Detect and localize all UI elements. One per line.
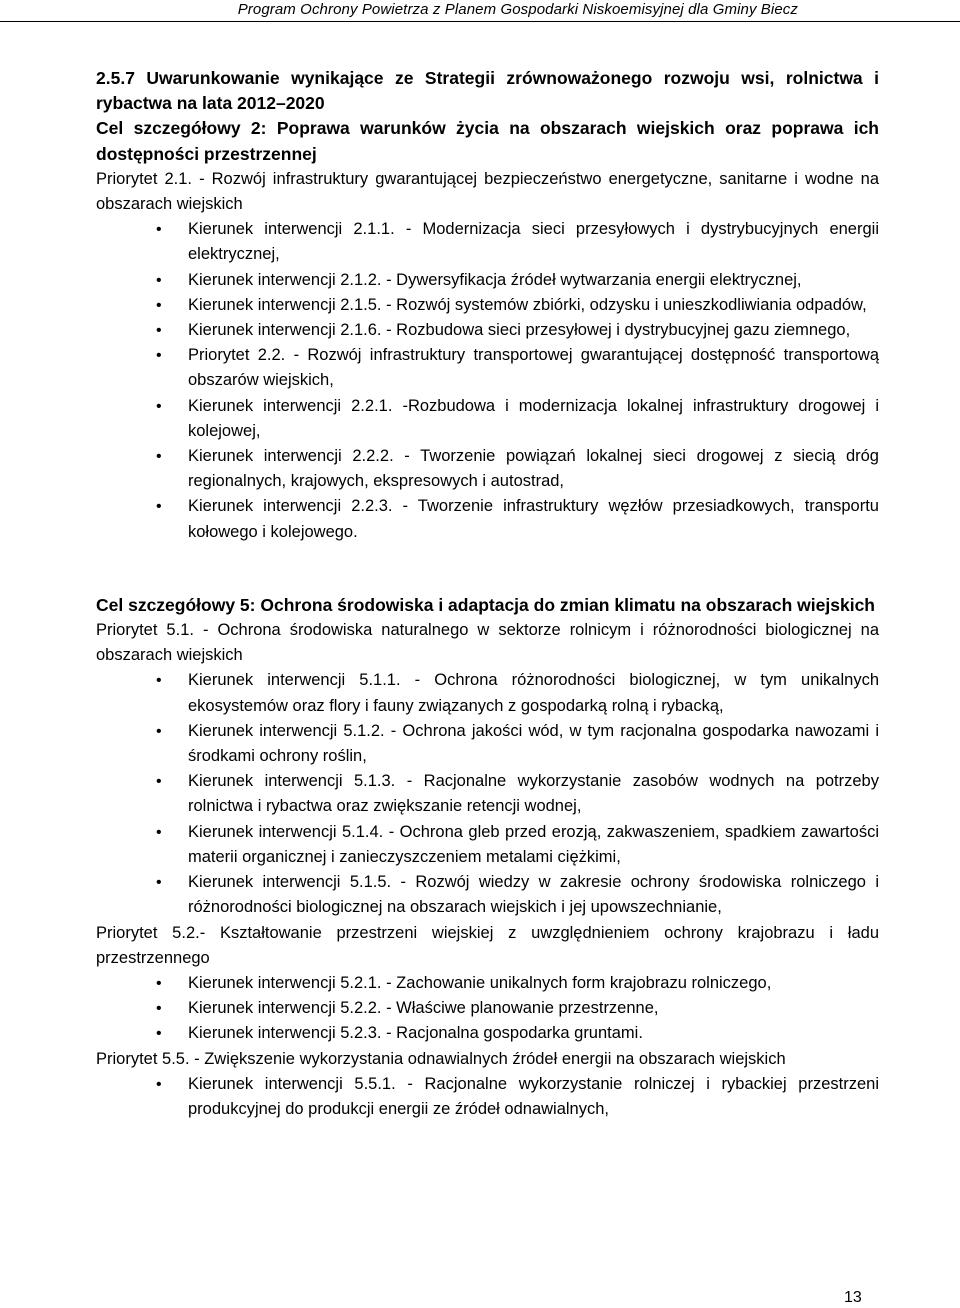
goal-5-heading: Cel szczegółowy 5: Ochrona środowiska i adaptacja do zmian klimatu na obszarach wiejskich bbox=[96, 594, 875, 615]
list-item: • Kierunek interwencji 2.1.6. - Rozbudowa sieci przesyłowej i dystrybucyjnej gazu ziemnego, bbox=[96, 318, 879, 343]
priority-2-1: Priorytet 2.1. - Rozwój infrastruktury gwarantującej bezpieczeństwo energetyczne, sanitarne i wodne na obszarach wiejskich bbox=[96, 169, 879, 214]
goal-2-heading: Cel szczegółowy 2: Poprawa warunków życia na obszarach wiejskich oraz poprawa ich dostępności przestrzennej bbox=[96, 118, 879, 164]
section-spacer bbox=[96, 545, 879, 593]
priority-5-5-list bbox=[96, 1072, 879, 1122]
goal-2-list bbox=[96, 217, 879, 545]
list-item: • Kierunek interwencji 2.1.2. - Dywersyfikacja źródeł wytwarzania energii elektrycznej, bbox=[96, 268, 879, 293]
list-item: • Kierunek interwencji 2.2.1. -Rozbudowa i modernizacja lokalnej infrastruktury drogowej i kolejowej, bbox=[96, 394, 879, 444]
priority-5-1-list bbox=[96, 668, 879, 920]
priority-5-2: Priorytet 5.2.- Kształtowanie przestrzeni wiejskiej z uwzględnieniem ochrony krajobrazu i ładu przestrzennego bbox=[96, 923, 879, 967]
list-item: • Kierunek interwencji 2.1.1. - Modernizacja sieci przesyłowych i dystrybucyjnych energii elektrycznej, bbox=[96, 217, 879, 267]
list-item: • Kierunek interwencji 2.2.2. - Tworzenie powiązań lokalnej sieci drogowej z siecią dróg regionalnych, krajowych, ekspresowych i autostrad, bbox=[96, 444, 879, 494]
page-content bbox=[96, 66, 879, 1122]
list-item: • Kierunek interwencji 5.2.1. - Zachowanie unikalnych form krajobrazu rolniczego, bbox=[96, 971, 879, 996]
page-number: 13 bbox=[844, 1289, 862, 1306]
list-item: • Kierunek interwencji 5.5.1. - Racjonalne wykorzystanie rolniczej i rybackiej przestrzeni produkcyjnej do produkcji energii ze źródeł odnawialnych, bbox=[96, 1072, 879, 1122]
list-item: • Kierunek interwencji 2.1.5. - Rozwój systemów zbiórki, odzysku i unieszkodliwiania odpadów, bbox=[96, 293, 879, 318]
list-item: • Kierunek interwencji 2.2.3. - Tworzenie infrastruktury węzłów przesiadkowych, transportu kołowego i kolejowego. bbox=[96, 494, 879, 544]
list-item: • Kierunek interwencji 5.1.5. - Rozwój wiedzy w zakresie ochrony środowiska rolniczego i różnorodności biologicznej na obszarach wiejskich i jej upowszechnianie, bbox=[96, 870, 879, 920]
priority-5-2-list bbox=[96, 971, 879, 1047]
list-item: • Kierunek interwencji 5.1.4. - Ochrona gleb przed erozją, zakwaszeniem, spadkiem zawartości materii organicznej i zanieczyszczeniem metalami ciężkimi, bbox=[96, 820, 879, 870]
list-item: • Kierunek interwencji 5.2.3. - Racjonalna gospodarka gruntami. bbox=[96, 1021, 879, 1046]
list-item: • Kierunek interwencji 5.1.3. - Racjonalne wykorzystanie zasobów wodnych na potrzeby rolnictwa i rybactwa oraz zwiększanie retencji wodnej, bbox=[96, 769, 879, 819]
priority-5-1: Priorytet 5.1. - Ochrona środowiska naturalnego w sektorze rolnicym i różnorodności biologicznej na obszarach wiejskich bbox=[96, 621, 879, 665]
list-item: • Kierunek interwencji 5.2.2. - Właściwe planowanie przestrzenne, bbox=[96, 996, 879, 1021]
section-heading: 2.5.7 Uwarunkowanie wynikające ze Strategii zrównoważonego rozwoju wsi, rolnictwa i rybactwa na lata 2012–2020 bbox=[96, 68, 879, 114]
running-header: Program Ochrony Powietrza z Planem Gospodarki Niskoemisyjnej dla Gminy Biecz bbox=[0, 0, 960, 22]
list-item: • Kierunek interwencji 5.1.1. - Ochrona różnorodności biologicznej, w tym unikalnych ekosystemów oraz flory i fauny związanych z gospodarką rolną i rybacką, bbox=[96, 668, 879, 718]
list-item: • Kierunek interwencji 5.1.2. - Ochrona jakości wód, w tym racjonalna gospodarka nawozami i środkami ochrony roślin, bbox=[96, 719, 879, 769]
list-item: • Priorytet 2.2. - Rozwój infrastruktury transportowej gwarantującej dostępność transportową obszarów wiejskich, bbox=[96, 343, 879, 393]
priority-5-5: Priorytet 5.5. - Zwiększenie wykorzystania odnawialnych źródeł energii na obszarach wiejskich bbox=[96, 1049, 786, 1068]
